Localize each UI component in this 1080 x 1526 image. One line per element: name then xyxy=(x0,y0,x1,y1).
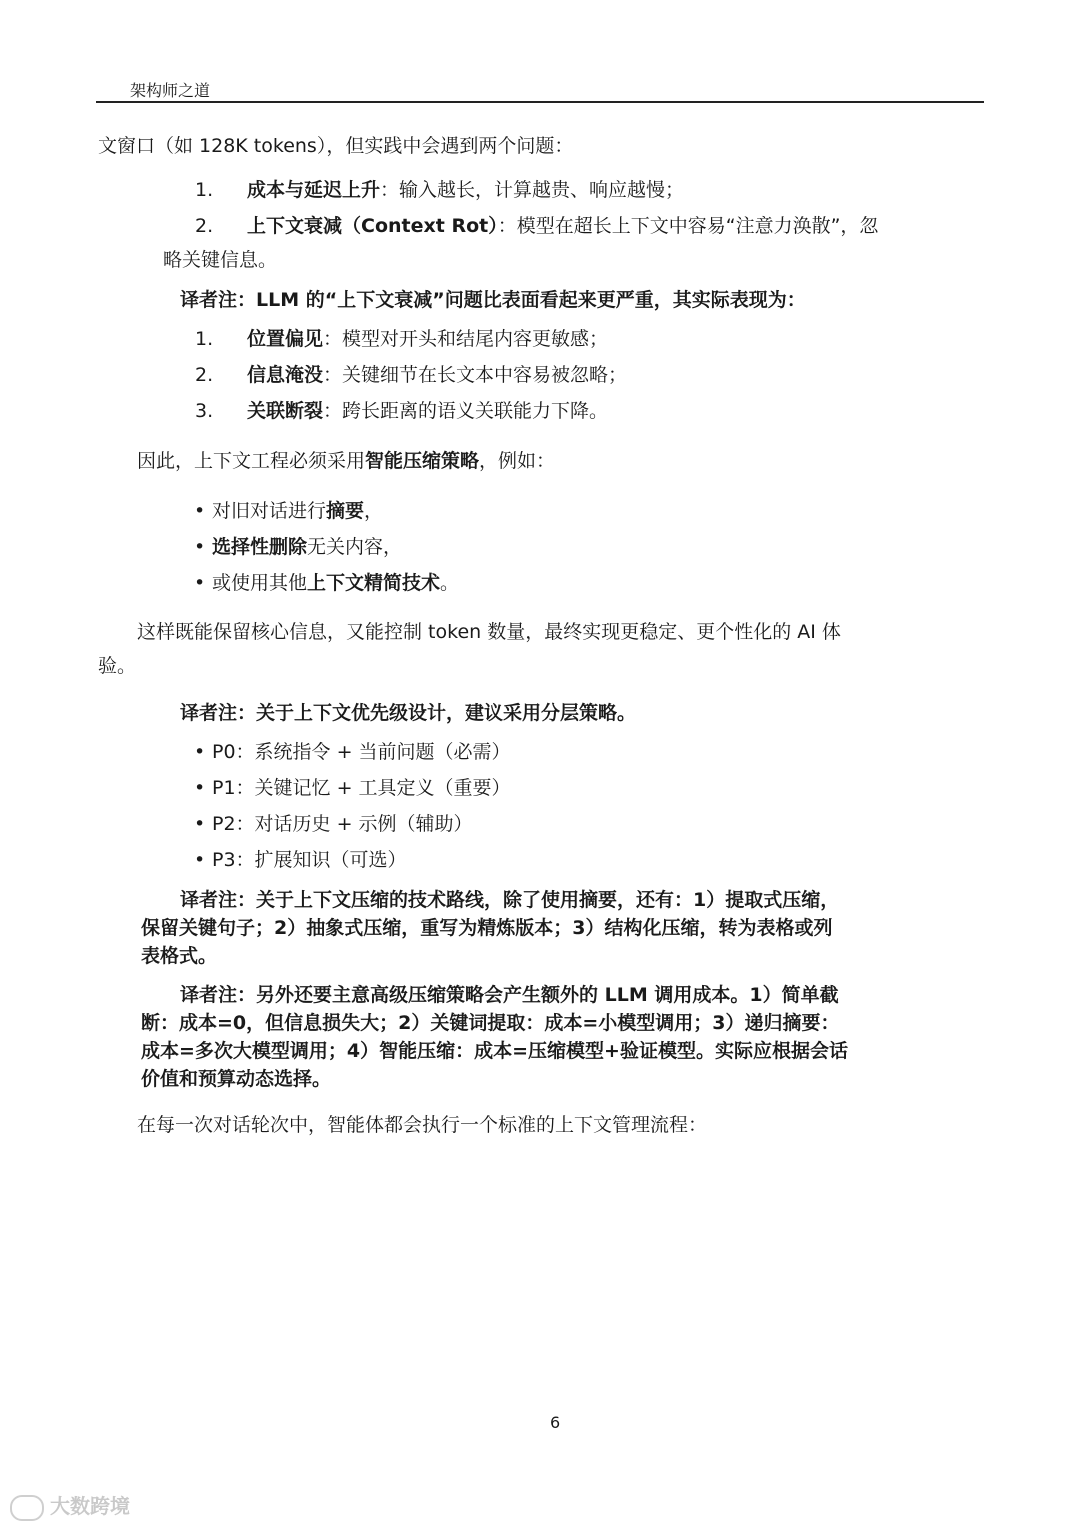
priority-p1-text: P1：关键记忆 + 工具定义（重要） xyxy=(212,777,511,799)
strategy-2-bold: 选择性删除 xyxy=(212,536,308,558)
symptom-1-num: 1. xyxy=(195,328,214,350)
therefore-paragraph xyxy=(137,446,555,476)
summary-line-2: 验。 xyxy=(98,655,137,677)
note4-line-1: 译者注：另外还要主意高级压缩策略会产生额外的 LLM 调用成本。1）简单截 xyxy=(180,984,839,1006)
note3-line-3: 表格式。 xyxy=(141,945,218,967)
symptom-3-term: 关联断裂 xyxy=(247,400,324,422)
note3-line-1 xyxy=(180,885,839,915)
page-number: 6 xyxy=(550,1413,561,1432)
watermark-text: 大数跨境 xyxy=(50,1494,130,1518)
priority-p3-text: P3：扩展知识（可选） xyxy=(212,849,407,871)
note4-line-3: 成本=多次大模型调用；4）智能压缩：成本=压缩模型+验证模型。实际应根据会话 xyxy=(141,1040,848,1062)
priority-p2-text: P2：对话历史 + 示例（辅助） xyxy=(212,813,473,835)
symptom-item-1 xyxy=(195,324,608,354)
symptom-item-2 xyxy=(195,360,627,390)
note3-line-2 xyxy=(141,913,833,943)
strategy-3-pre: 或使用其他 xyxy=(212,572,308,594)
bullet-icon: • xyxy=(194,849,206,871)
translator-note-priority: 译者注：关于上下文优先级设计，建议采用分层策略。 xyxy=(180,702,637,724)
strategy-1-post: ， xyxy=(364,500,384,522)
therefore-bold: 智能压缩策略 xyxy=(365,450,480,472)
closing-line: 在每一次对话轮次中，智能体都会执行一个标准的上下文管理流程： xyxy=(137,1114,708,1136)
symptom-2-term: 信息淹没 xyxy=(247,364,324,386)
note1-lead: 译者注：LLM 的“上下文衰减”问题比表面看起来更严重，其实际表现为： xyxy=(180,289,806,311)
problem-item-2 xyxy=(195,211,878,241)
symptom-2-num: 2. xyxy=(195,364,214,386)
priority-item-p0 xyxy=(194,737,511,767)
priority-item-p3 xyxy=(194,845,407,875)
problem-1-desc: ：输入越长，计算越贵、响应越慢； xyxy=(380,179,685,201)
priority-p0-text: P0：系统指令 + 当前问题（必需） xyxy=(212,741,511,763)
symptom-1-term: 位置偏见 xyxy=(247,328,324,350)
problem-item-1 xyxy=(195,175,684,205)
bullet-icon: • xyxy=(194,536,206,558)
problem-2-term: 上下文衰减（Context Rot） xyxy=(247,215,498,237)
strategy-3-post: 。 xyxy=(440,572,460,594)
note3-l1-bold: 提取式压缩 xyxy=(725,889,821,911)
problem-1-num: 1. xyxy=(195,179,214,201)
header-title: 架构师之道 xyxy=(130,81,211,100)
strategy-3-bold: 上下文精简技术 xyxy=(307,572,441,594)
symptom-item-3 xyxy=(195,396,608,426)
bullet-icon: • xyxy=(194,500,206,522)
note3-l2-bold2: 结构化压缩 xyxy=(604,917,700,939)
priority-item-p2 xyxy=(194,809,473,839)
note4-line-2: 断：成本=0，但信息损失大；2）关键词提取：成本=小模型调用；3）递归摘要： xyxy=(141,1012,840,1034)
intro-line: 文窗口（如 128K tokens），但实践中会遇到两个问题： xyxy=(98,135,574,157)
problem-2-continuation: 略关键信息。 xyxy=(163,249,278,271)
header-divider xyxy=(96,101,984,103)
watermark-logo-icon xyxy=(10,1495,44,1521)
problem-1-term: 成本与延迟上升 xyxy=(247,179,381,201)
symptom-2-desc: ：关键细节在长文本中容易被忽略； xyxy=(323,364,628,386)
therefore-pre: 因此，上下文工程必须采用 xyxy=(137,450,366,472)
watermark xyxy=(10,1490,130,1521)
strategy-item-1 xyxy=(194,496,383,526)
symptom-3-desc: ：跨长距离的语义关联能力下降。 xyxy=(323,400,609,422)
bullet-icon: • xyxy=(194,813,206,835)
note3-l2-pre: 保留关键句子；2） xyxy=(141,917,307,939)
bullet-icon: • xyxy=(194,741,206,763)
strategy-1-bold: 摘要 xyxy=(326,500,365,522)
strategy-item-3 xyxy=(194,568,459,598)
strategy-2-post: 无关内容， xyxy=(307,536,403,558)
summary-line-1: 这样既能保留核心信息，又能控制 token 数量，最终实现更稳定、更个性化的 AI 体 xyxy=(137,621,841,643)
strategy-item-2 xyxy=(194,532,402,562)
strategy-1-pre: 对旧对话进行 xyxy=(212,500,327,522)
note3-l1-pre: 译者注：关于上下文压缩的技术路线，除了使用摘要，还有：1） xyxy=(180,889,726,911)
note3-l2-post: ，转为表格或列 xyxy=(699,917,833,939)
priority-item-p1 xyxy=(194,773,511,803)
note3-l1-post: ， xyxy=(820,889,840,911)
symptom-1-desc: ：模型对开头和结尾内容更敏感； xyxy=(323,328,609,350)
problem-2-desc: ：模型在超长上下文中容易“注意力涣散”，忽 xyxy=(497,215,879,237)
note4-line-4: 价值和预算动态选择。 xyxy=(141,1068,332,1090)
translator-note-context-rot xyxy=(180,285,806,315)
symptom-3-num: 3. xyxy=(195,400,214,422)
problem-2-num: 2. xyxy=(195,215,214,237)
note3-l2-mid: ，重写为精炼版本；3） xyxy=(401,917,605,939)
therefore-post: ，例如： xyxy=(479,450,556,472)
bullet-icon: • xyxy=(194,777,206,799)
bullet-icon: • xyxy=(194,572,206,594)
note3-l2-bold1: 抽象式压缩 xyxy=(306,917,402,939)
